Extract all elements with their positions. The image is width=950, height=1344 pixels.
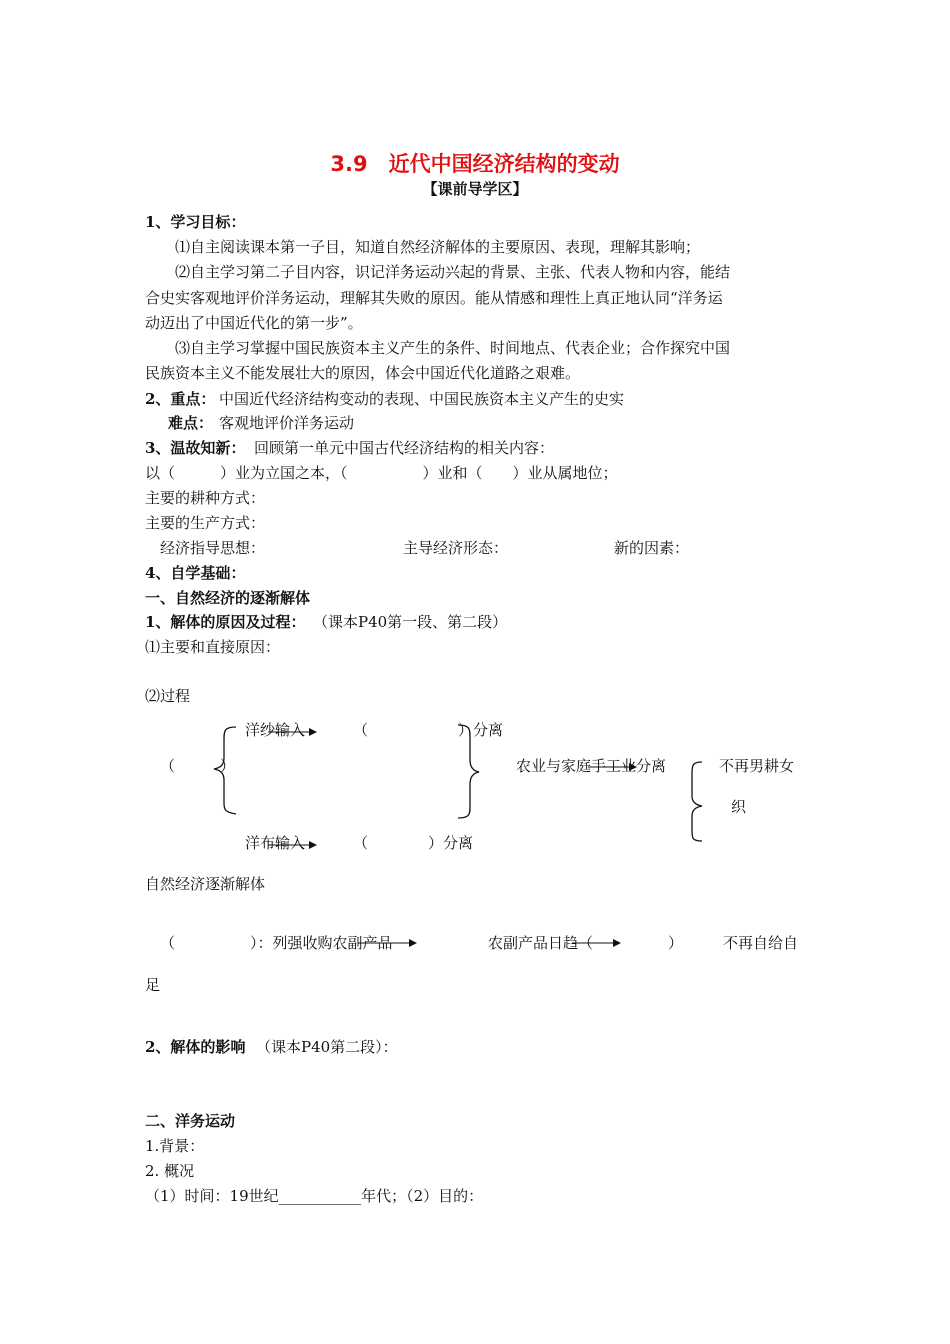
goal-3-line1: ⑶自主学习掌握中国民族资本主义产生的条件、时间地点、代表企业；合作探究中国 [175,339,731,357]
process-label: ⑵过程 [145,687,191,705]
farming-method: 主要的耕种方式： [145,489,266,507]
no-more-farming-1: 不再男耕女 [719,757,795,775]
natural-economy-label: 自然经济逐渐解体 [145,875,266,893]
yarn-separation: （ ）分离 [353,721,504,739]
cloth-separation: （ ）分离 [353,834,474,852]
production-method: 主要的生产方式： [145,514,266,532]
dominant-economy: 主导经济形态： [403,539,509,557]
review-fill-line: 以（ ）业为立国之本，（ ）业和（ ）业从属地位； [145,464,618,482]
difficulty-text: 客观地评价洋务运动 [219,414,355,432]
no-more-farming-2: 织 [731,798,747,816]
agri-separation: 农业与家庭手工业分离 [516,757,667,775]
impact-note: （课本P40第二段）： [256,1038,398,1056]
goal-2-line3: 动迈出了中国近代化的第一步”。 [145,314,363,332]
causes-note: （课本P40第一段、第二段） [313,613,508,631]
part1-heading: 一、自然经济的逐渐解体 [145,589,311,607]
goal-2-line1: ⑵自主学习第二子目内容，识记洋务运动兴起的背景、主张、代表人物和内容，能结 [175,263,731,281]
goal-3-line2: 民族资本主义不能发展壮大的原因，体会中国近代化道路之艰难。 [145,364,581,382]
part2-heading: 二、洋务运动 [145,1112,236,1130]
diagram-left-paren: （ ） [160,757,236,775]
key-points-heading: 2、重点： [145,390,216,408]
no-self-sufficiency-2: 足 [145,976,161,994]
middle-brace [458,725,479,818]
goal-2-line2: 合史实客观地评价洋务运动，理解其失败的原因。能从情感和理性上真正地认同“洋务运 [145,289,723,307]
page-title: 3.9 近代中国经济结构的变动 [330,152,620,176]
background-label: 1.背景： [145,1137,205,1155]
impact-heading: 2、解体的影响 [145,1038,246,1056]
no-self-sufficiency-1: 不再自给自 [723,934,799,952]
overview-label: 2. 概况 [145,1162,195,1180]
produce-trend: 农副产品日趋（ ） [488,934,684,952]
goal-1: ⑴自主阅读课本第一子目，知道自然经济解体的主要原因、表现，理解其影响； [175,238,701,256]
causes-heading: 1、解体的原因及过程： [145,613,306,631]
page-subtitle: 【课前导学区】 [422,180,528,198]
right-brace [692,762,702,841]
guiding-ideology: 经济指导思想： [160,539,266,557]
difficulty-label: 难点： [168,414,214,432]
produce-purchase: （ ）：列强收购农副产品 [160,934,393,952]
self-study-heading: 4、自学基础： [145,564,246,582]
goals-heading: 1、学习目标： [145,213,246,231]
time-purpose-line: （1）时间：19世纪___________年代；（2）目的： [145,1187,484,1205]
review-heading: 3、温故知新： [145,439,246,457]
review-text: 回顾第一单元中国古代经济结构的相关内容： [254,439,555,457]
left-brace [214,727,236,814]
yarn-import: 洋纱输入 [245,721,306,739]
cloth-import: 洋布输入 [245,834,306,852]
new-factor: 新的因素： [614,539,690,557]
key-points-text: 中国近代经济结构变动的表现、中国民族资本主义产生的史实 [219,390,625,408]
main-reason: ⑴主要和直接原因： [145,638,281,656]
